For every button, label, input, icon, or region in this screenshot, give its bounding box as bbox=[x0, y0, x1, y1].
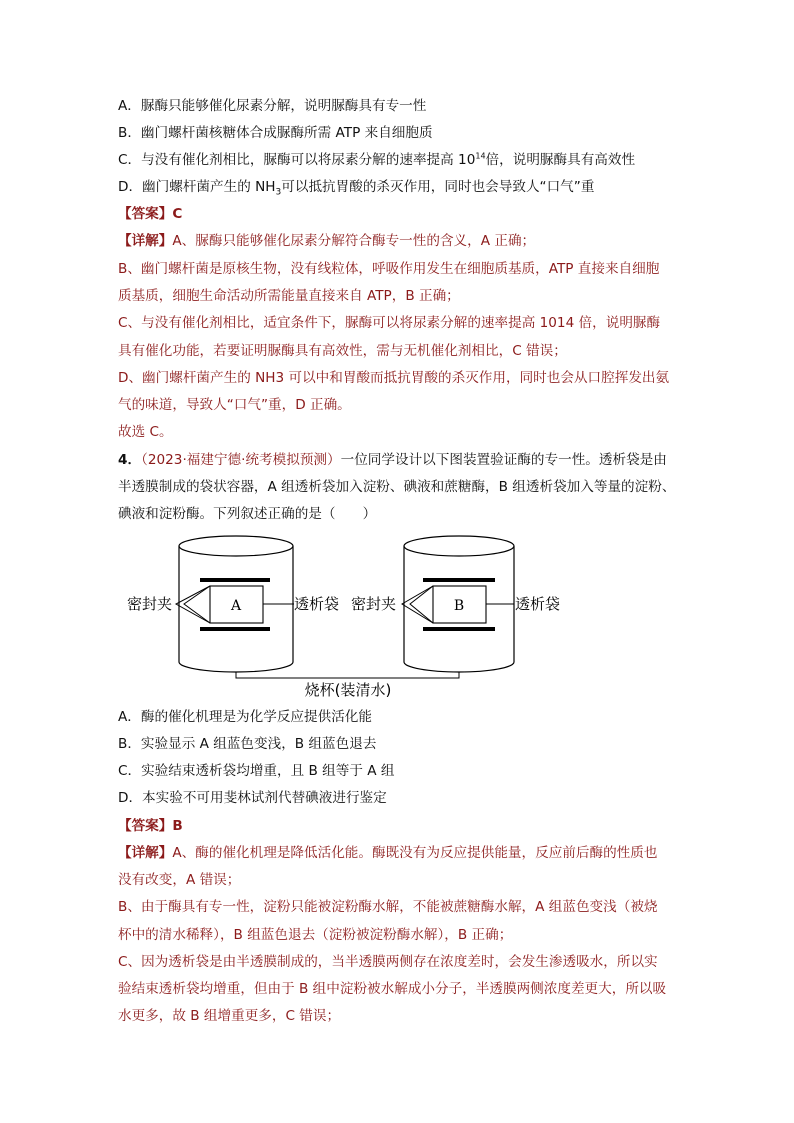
beaker-label-bracket bbox=[236, 672, 459, 678]
dialysis-apparatus-diagram bbox=[118, 528, 618, 708]
q3-option-b: B．幽门螺杆菌核糖体合成脲酶所需 ATP 来自细胞质 bbox=[118, 125, 433, 141]
q3-explain-c1: C、与没有催化剂相比，适宜条件下，脲酶可以将尿素分解的速率提高 1014 倍，说明脲酶 bbox=[118, 315, 661, 331]
q3-option-c: C．与没有催化剂相比，脲酶可以将尿素分解的速率提高 $10^{14}$倍，说明脲酶具有高效性 bbox=[118, 151, 636, 168]
q4-option-b: B．实验显示 A 组蓝色变浅，B 组蓝色退去 bbox=[118, 736, 377, 752]
q4-option-c: C．实验结束透析袋均增重，且 B 组等于 A 组 bbox=[118, 763, 395, 779]
q4-stem-line3: 碘液和淀粉酶。下列叙述正确的是（ ） bbox=[118, 506, 377, 522]
q4-explain-c1: C、因为透析袋是由半透膜制成的，当半透膜两侧存在浓度差时，会发生渗透吸水，所以实 bbox=[118, 954, 658, 970]
q3-explain-d2: 气的味道，导致人“口气”重，D 正确。 bbox=[118, 397, 351, 413]
q4-explain-b1: B、由于酶具有专一性，淀粉只能被淀粉酶水解，不能被蔗糖酶水解，A 组蓝色变浅（被烧 bbox=[118, 899, 658, 915]
q3-explain-c2: 具有催化功能，若要证明脲酶具有高效性，需与无机催化剂相比，C 错误； bbox=[118, 343, 567, 359]
q3-answer: 【答案】C bbox=[118, 206, 183, 222]
q3-option-d: D．幽门螺杆菌产生的 $NH_3$可以抵抗胃酸的杀灭作用，同时也会导致人“口气”重 bbox=[118, 179, 595, 198]
q4-explain-c3: 水更多，故 B 组增重更多，C 错误； bbox=[118, 1008, 341, 1024]
q3-explain-d1: D、幽门螺杆菌产生的 NH3 可以中和胃酸而抵抗胃酸的杀灭作用，同时也会从口腔挥发出氨 bbox=[118, 370, 670, 386]
clamp-label-left: 密封夹 bbox=[127, 595, 173, 613]
q3-explain-a: 【详解】A、脲酶只能够催化尿素分解符合酶专一性的含义，A 正确； bbox=[118, 233, 536, 249]
q4-explain-c2: 验结束透析袋均增重，但由于 B 组中淀粉被水解成小分子，半透膜两侧浓度差更大，所以吸 bbox=[118, 981, 667, 997]
bag-label-b: B bbox=[453, 598, 465, 614]
clamp-label-right: 密封夹 bbox=[351, 595, 397, 613]
bag-label-a: A bbox=[230, 598, 242, 614]
q4-stem-line1: 4．（2023·福建宁德·统考模拟预测）一位同学设计以下图装置验证酶的专一性。透析袋是由 bbox=[118, 452, 667, 468]
q3-conclusion: 故选 C。 bbox=[118, 424, 173, 440]
q3-explain-b2: 质基质，细胞生命活动所需能量直接来自 ATP，B 正确； bbox=[118, 288, 460, 304]
q4-explain-a1: 【详解】A、酶的催化机理是降低活化能。酶既没有为反应提供能量，反应前后酶的性质也 bbox=[118, 845, 658, 861]
q3-option-a: A．脲酶只能够催化尿素分解，说明脲酶具有专一性 bbox=[118, 98, 427, 114]
q3-explain-b1: B、幽门螺杆菌是原核生物，没有线粒体，呼吸作用发生在细胞质基质，ATP 直接来自细胞 bbox=[118, 261, 660, 277]
bag-label-left: 透析袋 bbox=[294, 595, 340, 613]
q4-explain-b2: 杯中的清水稀释），B 组蓝色退去（淀粉被淀粉酶水解），B 正确； bbox=[118, 927, 513, 943]
bag-label-right: 透析袋 bbox=[515, 595, 561, 613]
q4-option-d: D．本实验不可用斐林试剂代替碘液进行鉴定 bbox=[118, 790, 387, 806]
q4-explain-a2: 没有改变，A 错误； bbox=[118, 872, 241, 888]
beaker-label: 烧杯(装清水) bbox=[304, 681, 392, 699]
q4-option-a: A．酶的催化机理是为化学反应提供活化能 bbox=[118, 709, 372, 725]
q4-answer: 【答案】B bbox=[118, 818, 183, 834]
q4-stem-line2: 半透膜制成的袋状容器，A 组透析袋加入淀粉、碘液和蔗糖酶，B 组透析袋加入等量的淀粉、 bbox=[118, 479, 676, 495]
